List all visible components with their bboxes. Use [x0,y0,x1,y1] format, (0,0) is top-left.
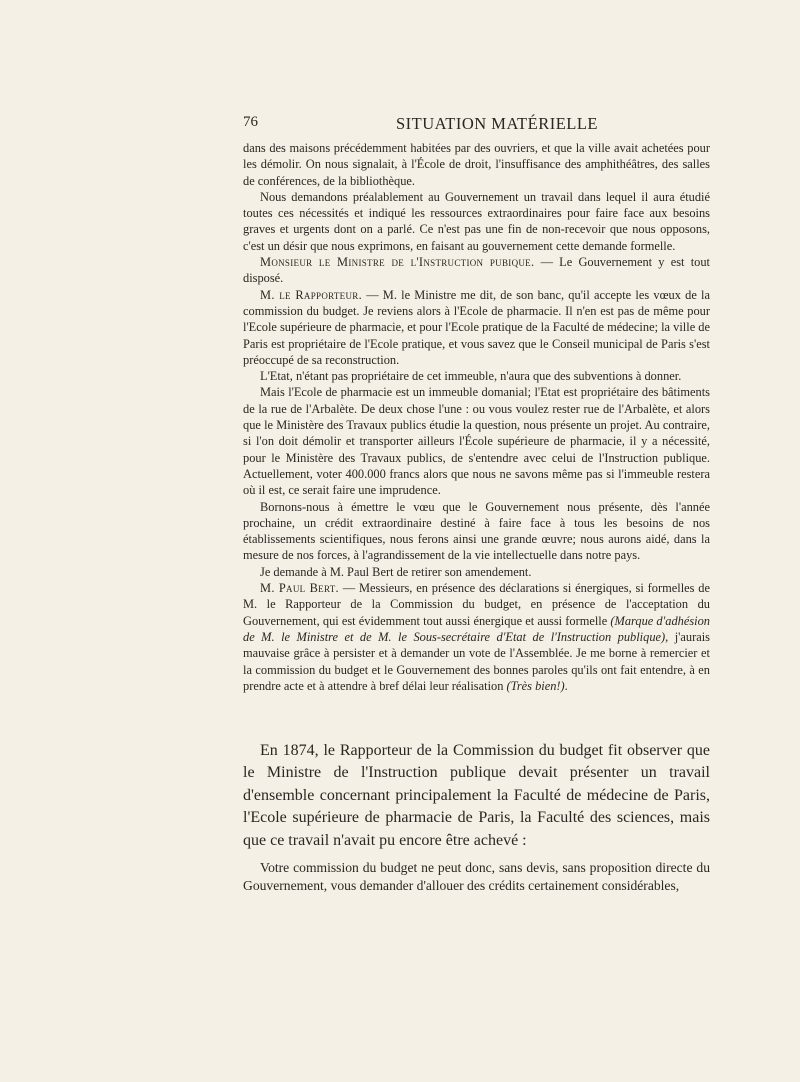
stage-direction: (Marque d'adhésion de M. le Ministre et de M. le Sous-secrétaire d'Etat de l'Instruction publique) [243,613,710,644]
running-title: SITUATION MATÉRIELLE [396,114,599,133]
speech-text: , j'aurais mauvaise grâce à persister et à demander un vote de l'Assemblée. Je me borne à remercier et la commission du budget et le Gouvernement des bonnes paroles qu'ils ont fait entendre, à en prendre acte et à attendre à bref délai leur réalisation [243,629,710,693]
speaker-name: Monsieur le Ministre de l'Instruction pubique. [260,255,535,270]
quotation-block [243,859,710,894]
paragraph [243,580,710,694]
speaker-name: M. Paul Bert. [260,581,339,596]
speech-text: — Messieurs, en présence des déclarations si énergiques, si formelles de M. le Rapporteur de la Commission du budget, en présence de l'acceptation du Gouvernement, qui est évidemment tout aussi énergique et aussi formelle [243,581,711,628]
page-header [0,114,800,134]
page-number: 76 [243,114,258,130]
speech-text: — M. le Ministre me dit, de son banc, qu'il accepte les vœux de la commission du budget. Je reviens alors à l'Ecole de pharmacie. Il n'en est pas de même pour l'Ecole supérieure de pharmacie, et pour l'Ecole pratique de la Faculté de médecine; la ville de Paris est propriétaire de l'Ecole pratique, et vous savez que le Conseil municipal de Paris s'est préoccupé de sa reconstruction. [243,287,710,367]
paragraph: Mais l'Ecole de pharmacie est un immeuble domanial; l'Etat est propriétaire des bâtiments de la rue de l'Arbalète. De deux chose l'une : ou vous voulez rester rue de l'Arbalète, et alors que le Ministère des Travaux publics étudie la question, nous présente un projet. Au contraire, si l'on doit démolir et transporter ailleurs l'École supérieure de pharmacie, il y a nécessité, pour le Ministère des Travaux publics, de s'entendre avec celui de l'Instruction publique. Actuellement, voter 400.000 francs alors que nous ne savons même pas si l'immeuble restera où il est, ce serait faire une imprudence. [243,385,710,498]
paragraph [243,254,710,287]
paragraph: Nous demandons préalablement au Gouvernement un travail dans lequel il aura étudié toutes ces nécessités et indiqué les ressources extraordinaires pour faire face aux besoins graves et urgents dont on a parlé. Ce n'est pas une fin de non-recevoir que nous opposons, c'est un désir que nous exprimons, en faisant au gouvernement cette demande formelle. [243,189,710,253]
paragraph: dans des maisons précédemment habitées par des ouvriers, et que la ville avait achetées pour les démolir. On nous signalait, à l'École de droit, l'insuffisance des amphithéâtres, des salles de conférences, de la bibliothèque. [243,141,710,188]
main-paragraph: En 1874, le Rapporteur de la Commission du budget fit observer que le Ministre de l'Instruction publique devait présenter un travail d'ensemble concernant principalement la Faculté de médecine de Paris, l'Ecole supérieure de pharmacie de Paris, la Faculté des sciences, mais que ce travail n'avait pu encore être achevé : [243,742,710,849]
quote-paragraph: Votre commission du budget ne peut donc, sans devis, sans proposition directe du Gouvernement, vous demander d'allouer des crédits certainement considérables, [243,860,710,893]
speech-text: — Le Gouvernement y est tout disposé. [243,255,710,286]
paragraph: Je demande à M. Paul Bert de retirer son amendement. [260,564,532,579]
debate-transcript [243,140,710,694]
speech-text: . [564,678,568,693]
paragraph [243,287,710,368]
main-text-block [243,740,710,852]
paragraph: Bornons-nous à émettre le vœu que le Gouvernement nous présente, dès l'année prochaine, un crédit extraordinaire destiné à faire face à tous les besoins de nos établissements scientifiques, nous ferons ainsi une grande œuvre; nous aurons aidé, dans la mesure de nos forces, à l'agrandissement de la vie intellectuelle dans notre pays. [243,499,710,563]
paragraph: L'Etat, n'étant pas propriétaire de cet immeuble, n'aura que des subventions à donner. [260,369,682,384]
speaker-name: M. le Rapporteur. [260,287,362,302]
stage-direction: (Très bien!) [506,678,565,693]
